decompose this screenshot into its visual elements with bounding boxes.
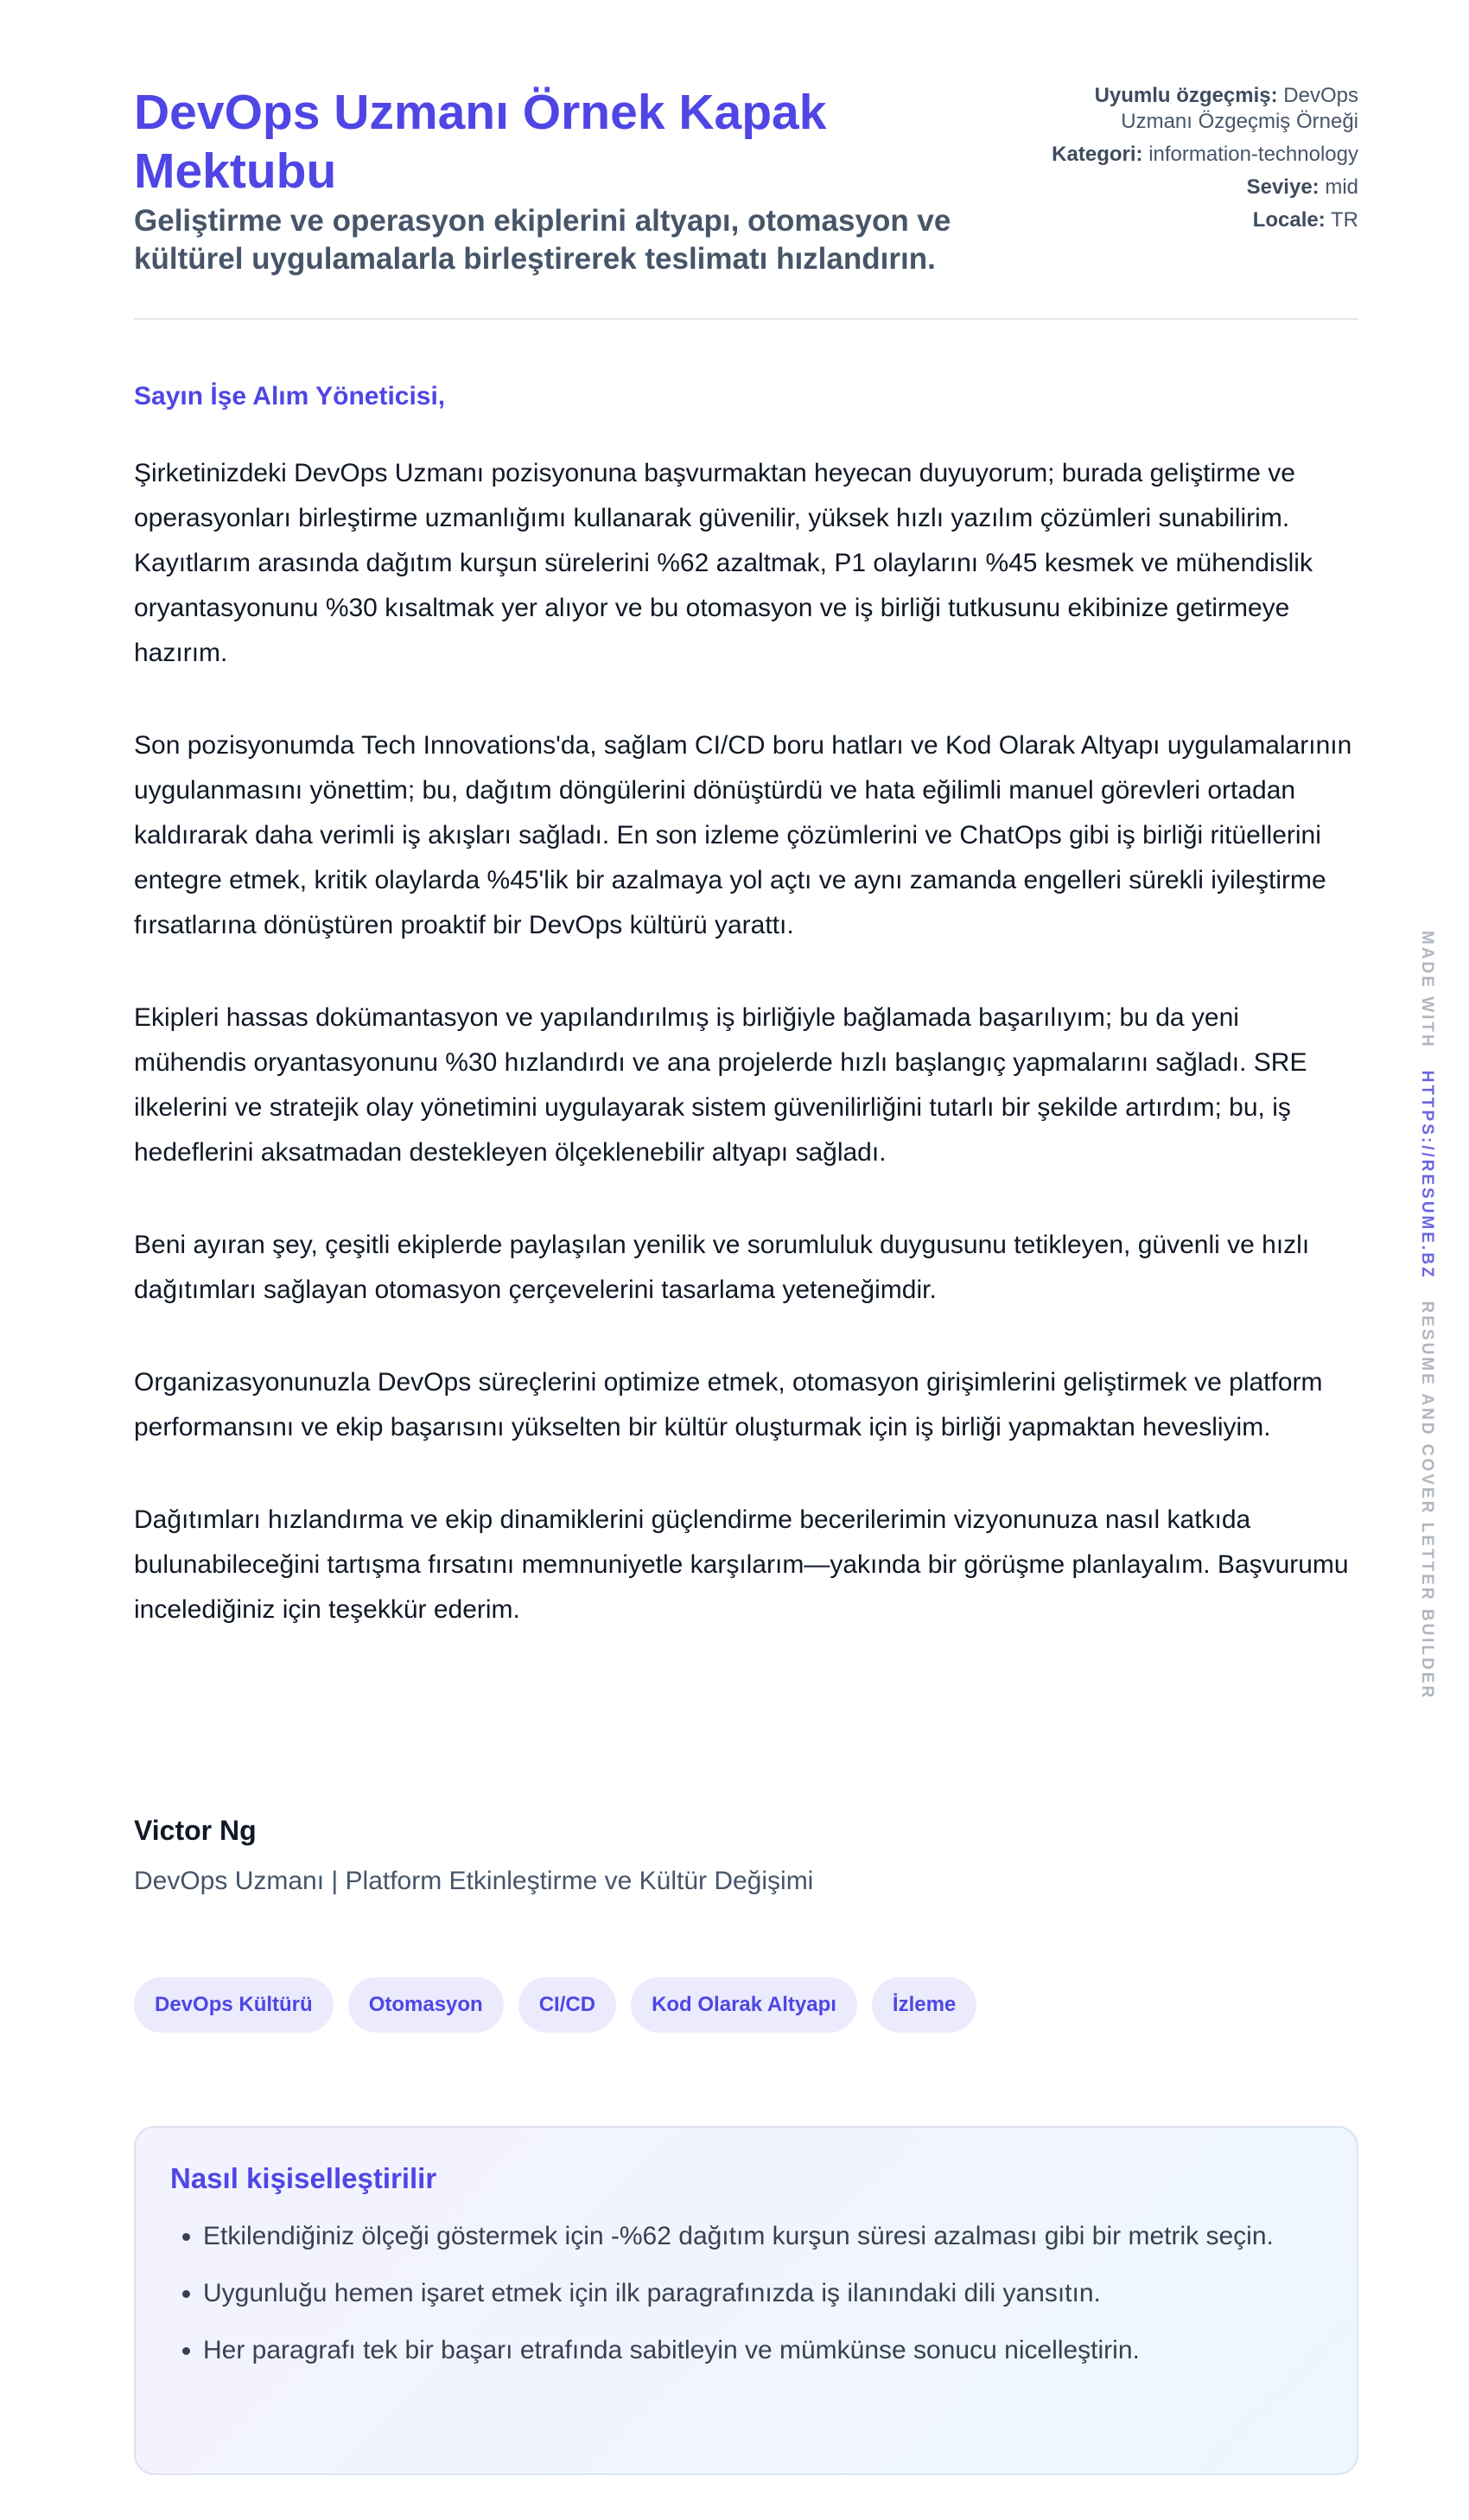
page-title: DevOps Uzmanı Örnek Kapak Mektubu — [134, 85, 827, 199]
tag-list — [134, 1977, 976, 2033]
paragraph: Organizasyonunuzla DevOps süreçlerini optimize etmek, otomasyon girişimlerini geliştirmek ve platform performansını ve ekip başarısını yükselten bir kültür oluşturmak için iş birliği yapmaktan hevesliyim. — [134, 1368, 1323, 1441]
meta-label: Uyumlu özgeçmiş: — [1094, 84, 1278, 107]
paragraph: Şirketinizdeki DevOps Uzmanı pozisyonuna başvurmaktan heyecan duyuyorum; burada geliştirme ve operasyonları birleştirme uzmanlığımı kullanarak güvenilir, yüksek hızlı yazılım çözümleri sunabilirim. Kayıtlarım arasında dağıtım kurşun sürelerini %62 azaltmak, P1 olaylarını %45 kesmek ve mühendislik oryantasyonunu %30 kısaltmak yer alıyor ve bu otomasyon ve iş birliği tutkusunu ekibinize getirmeye hazırım. — [134, 459, 1313, 667]
meta-label: Seviye: — [1246, 175, 1320, 199]
meta-value: TR — [1331, 208, 1358, 232]
meta-value: DevOps Uzmanı Özgeçmiş Örneği — [1121, 84, 1358, 133]
watermark — [1417, 931, 1436, 1700]
tag: DevOps Kültürü — [134, 1977, 334, 2033]
meta-info — [1047, 83, 1358, 240]
paragraph: Dağıtımları hızlandırma ve ekip dinamiklerini güçlendirme becerilerimin vizyonunuza nasıl katkıda bulunabileceğini tartışma fırsatını memnuniyetle karşılarım—yakında bir görüşme planlayalım. Başvurumu incelediğiniz için teşekkür ederim. — [134, 1505, 1349, 1624]
meta-value: information-technology — [1148, 143, 1358, 166]
meta-value: mid — [1325, 175, 1358, 199]
watermark-link[interactable]: HTTPS://RESUME.BZ — [1418, 1070, 1436, 1280]
meta-resume — [1047, 83, 1358, 135]
paragraph: Ekipleri hassas dokümantasyon ve yapılandırılmış iş birliğiyle bağlamada başarılıyım; bu da yeni mühendis oryantasyonunu %30 hızlandırdı ve ana projelerde hızlı başlangıç yapmalarını sağladı. SRE ilkelerini ve stratejik olay yönetimini uygulayarak sistem güvenilirliğini tutarlı bir şekilde artırdım; bu, iş hedeflerini aksatmadan destekleyen ölçeklenebilir altyapı sağladı. — [134, 1003, 1307, 1167]
tip-item: • Etkilendiğiniz ölçeği göstermek için -%62 dağıtım kurşun süresi azalması gibi bir metrik seçin. — [203, 2214, 1322, 2259]
paragraph: Beni ayıran şey, çeşitli ekiplerde paylaşılan yenilik ve sorumluluk duygusunu tetikleyen, güvenli ve hızlı dağıtımları sağlayan otomasyon çerçevelerini tasarlama yeteneğimdir. — [134, 1231, 1310, 1304]
meta-locale — [1047, 207, 1358, 233]
watermark-prefix: MADE WITH — [1418, 931, 1436, 1049]
tag: CI/CD — [518, 1977, 616, 2033]
tag: İzleme — [872, 1977, 976, 2033]
tag: Otomasyon — [348, 1977, 504, 2033]
tips-list — [170, 2214, 1322, 2373]
signature-title: DevOps Uzmanı | Platform Etkinleştirme ve Kültür Değişimi — [134, 1867, 814, 1895]
meta-label: Locale: — [1252, 208, 1326, 232]
page-subtitle: Geliştirme ve operasyon ekiplerini altyapı, otomasyon ve kültürel uygulamalarla birleştirerek teslimatı hızlandırın. — [134, 204, 951, 276]
personalization-tips — [134, 2126, 1358, 2475]
meta-level — [1047, 175, 1358, 200]
meta-label: Kategori: — [1052, 143, 1143, 166]
tip-item: • Her paragrafı tek bir başarı etrafında sabitleyin ve mümkünse sonucu nicelleştirin. — [203, 2328, 1322, 2373]
greeting: Sayın İşe Alım Yöneticisi, — [134, 382, 446, 410]
tag: Kod Olarak Altyapı — [631, 1977, 857, 2033]
tips-title: Nasıl kişiselleştirilir — [170, 2162, 437, 2194]
tip-item: • Uygunluğu hemen işaret etmek için ilk paragrafınızda iş ilanındaki dili yansıtın. — [203, 2271, 1322, 2316]
header — [134, 83, 1358, 320]
signature-name: Victor Ng — [134, 1815, 257, 1846]
meta-category — [1047, 142, 1358, 168]
letter-body — [134, 451, 1358, 1680]
watermark-suffix: RESUME AND COVER LETTER BUILDER — [1418, 1301, 1436, 1701]
paragraph: Son pozisyonumda Tech Innovations'da, sağlam CI/CD boru hatları ve Kod Olarak Altyapı uygulamalarının uygulanmasını yönettim; bu, dağıtım döngülerini dönüştürdü ve hata eğilimli manuel görevleri ortadan kaldırarak daha verimli iş akışları sağladı. En son izleme çözümlerini ve ChatOps gibi iş birliği ritüellerini entegre etmek, kritik olaylarda %45'lik bir azalmaya yol açtı ve aynı zamanda engelleri sürekli iyileştirme fırsatlarına dönüştüren proaktif bir DevOps kültürü yarattı. — [134, 731, 1352, 939]
